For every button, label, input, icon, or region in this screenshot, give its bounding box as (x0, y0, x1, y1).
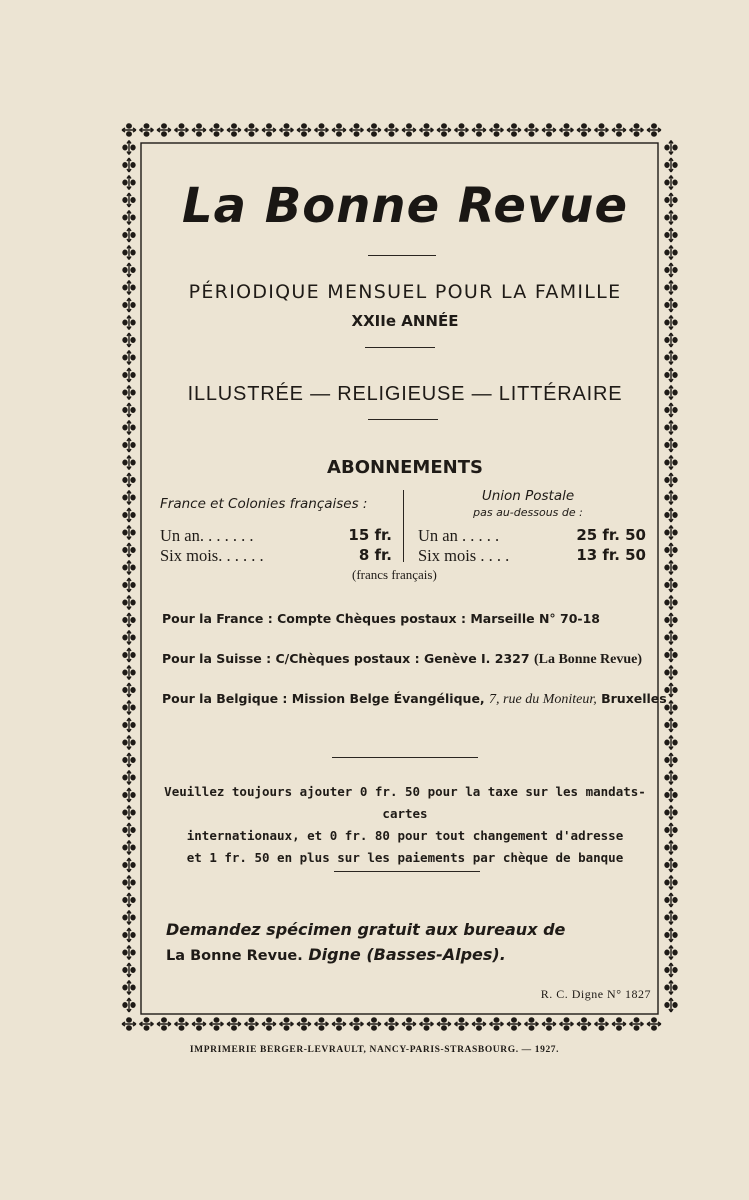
price-value: 8 fr. (358, 546, 392, 564)
border-ornament (612, 124, 626, 136)
border-ornament (665, 281, 677, 295)
border-ornament (123, 718, 135, 732)
price-label: Un an. . . . . . . (160, 526, 254, 545)
border-ornament (123, 736, 135, 750)
border-ornament (385, 124, 399, 136)
border-ornament (157, 124, 171, 136)
border-ornament (227, 1018, 241, 1030)
border-ornament (123, 631, 135, 645)
border-ornament (647, 124, 661, 136)
payment-belgique-text: Pour la Belgique : Mission Belge Évangélique, (162, 691, 485, 706)
border-ornament (560, 1018, 574, 1030)
border-ornament (665, 771, 677, 785)
border-ornament (402, 1018, 416, 1030)
border-ornament (280, 1018, 294, 1030)
border-ornament (332, 1018, 346, 1030)
border-ornament (123, 841, 135, 855)
border-ornament (123, 316, 135, 330)
border-ornament (123, 473, 135, 487)
divider (368, 419, 438, 420)
border-ornament (227, 124, 241, 136)
border-ornament (665, 946, 677, 960)
payment-suisse-name: (La Bonne Revue) (533, 652, 643, 667)
border-ornament (123, 963, 135, 977)
border-ornament (472, 124, 486, 136)
border-ornament (122, 124, 136, 136)
border-ornament (367, 124, 381, 136)
border-ornament (437, 124, 451, 136)
price-label: Un an . . . . . (418, 526, 500, 545)
border-ornament (665, 876, 677, 890)
border-ornament (665, 928, 677, 942)
border-ornament (665, 963, 677, 977)
border-ornament (665, 456, 677, 470)
price-row (418, 546, 646, 566)
price-row (418, 526, 646, 546)
border-ornament (665, 228, 677, 242)
border-ornament (332, 124, 346, 136)
fees-notice (150, 781, 660, 869)
border-ornament (647, 1018, 661, 1030)
border-ornament (175, 124, 189, 136)
border-ornament (665, 753, 677, 767)
border-ornament (280, 124, 294, 136)
border-ornament (665, 246, 677, 260)
border-ornament (123, 176, 135, 190)
border-ornament (665, 176, 677, 190)
border-ornament (123, 508, 135, 522)
border-ornament (665, 631, 677, 645)
border-ornament (367, 1018, 381, 1030)
payment-suisse (162, 651, 662, 668)
border-ornament (123, 491, 135, 505)
border-ornament (192, 1018, 206, 1030)
border-ornament (612, 1018, 626, 1030)
border-ornament (123, 648, 135, 662)
payment-belgique-address: 7, rue du Moniteur, (489, 692, 597, 707)
border-ornament (123, 211, 135, 225)
divider (368, 255, 436, 256)
border-ornament (123, 911, 135, 925)
border-ornament (577, 124, 591, 136)
border-ornament (245, 124, 259, 136)
border-ornament (123, 333, 135, 347)
border-ornament (123, 281, 135, 295)
journal-name: La Bonne Revue. (166, 948, 303, 964)
border-ornament (123, 823, 135, 837)
border-ornament (210, 1018, 224, 1030)
border-ornament (595, 124, 609, 136)
border-ornament (665, 263, 677, 277)
border-ornament (420, 1018, 434, 1030)
fees-line: internationaux, et 0 fr. 80 pour tout changement d'adresse (186, 828, 624, 843)
border-ornament (665, 543, 677, 557)
france-prices (160, 526, 392, 566)
border-ornament (123, 613, 135, 627)
border-ornament (123, 403, 135, 417)
price-label: Six mois. . . . . . (160, 546, 264, 565)
border-ornament (123, 946, 135, 960)
divider (334, 871, 480, 872)
border-ornament (525, 124, 539, 136)
registration-number: R. C. Digne N° 1827 (540, 987, 651, 1001)
border-ornament (665, 491, 677, 505)
border-ornament (577, 1018, 591, 1030)
border-ornament (262, 124, 276, 136)
union-subheading: pas au-dessous de : (473, 506, 583, 519)
border-ornament (123, 228, 135, 242)
border-ornament (665, 683, 677, 697)
border-ornament (420, 124, 434, 136)
price-row (160, 546, 392, 566)
border-ornament (123, 666, 135, 680)
price-label: Six mois . . . . (418, 546, 510, 565)
payment-belgique (162, 691, 667, 708)
border-ornament (665, 893, 677, 907)
border-ornament (665, 508, 677, 522)
border-ornament (123, 561, 135, 575)
border-ornament (665, 211, 677, 225)
border-ornament (123, 438, 135, 452)
border-ornament (665, 648, 677, 662)
border-ornament (123, 998, 135, 1012)
border-ornament (665, 736, 677, 750)
border-ornament (123, 351, 135, 365)
border-ornament (210, 124, 224, 136)
border-ornament (123, 158, 135, 172)
border-ornament (402, 124, 416, 136)
border-ornament (123, 298, 135, 312)
border-ornament (140, 1018, 154, 1030)
border-ornament (455, 1018, 469, 1030)
border-ornament (123, 701, 135, 715)
border-ornament (665, 911, 677, 925)
page-title: La Bonne Revue (182, 178, 628, 234)
border-ornament (123, 526, 135, 540)
border-ornament (350, 124, 364, 136)
divider (365, 347, 435, 348)
border-ornament (665, 841, 677, 855)
border-ornament (455, 124, 469, 136)
office-location: Digne (Basses-Alpes). (308, 945, 506, 964)
payment-suisse-text: Pour la Suisse : C/Chèques postaux : Genève I. 2327 (162, 651, 530, 666)
tagline: ILLUSTRÉE — RELIGIEUSE — LITTÉRAIRE (187, 383, 623, 405)
border-ornament (262, 1018, 276, 1030)
border-ornament (542, 124, 556, 136)
border-ornament (665, 578, 677, 592)
border-ornament (665, 596, 677, 610)
border-ornament (385, 1018, 399, 1030)
border-ornament (122, 1018, 136, 1030)
border-ornament (665, 806, 677, 820)
border-ornament (665, 438, 677, 452)
border-ornament (665, 981, 677, 995)
border-ornament (630, 1018, 644, 1030)
border-ornament (507, 124, 521, 136)
border-ornament (630, 124, 644, 136)
border-ornament (665, 701, 677, 715)
price-value: 13 fr. 50 (576, 546, 646, 564)
border-ornament (123, 141, 135, 155)
border-ornament (245, 1018, 259, 1030)
fees-line: et 1 fr. 50 en plus sur les paiements par chèque de banque (186, 850, 624, 865)
border-ornament (123, 893, 135, 907)
border-ornament (665, 613, 677, 627)
border-ornament (123, 368, 135, 382)
border-ornament (665, 158, 677, 172)
border-ornament (665, 403, 677, 417)
border-ornament (123, 788, 135, 802)
france-heading: France et Colonies françaises : (160, 496, 368, 512)
border-ornament (123, 928, 135, 942)
border-ornament (157, 1018, 171, 1030)
year-label: XXIIe ANNÉE (351, 312, 459, 330)
border-ornament (437, 1018, 451, 1030)
border-ornament (297, 124, 311, 136)
border-ornament (665, 141, 677, 155)
border-ornament (665, 473, 677, 487)
union-prices (418, 526, 646, 566)
border-ornament (175, 1018, 189, 1030)
border-ornament (665, 718, 677, 732)
border-ornament (665, 526, 677, 540)
subscriptions-heading: ABONNEMENTS (327, 457, 483, 478)
specimen-request: Demandez spécimen gratuit aux bureaux de (166, 920, 566, 939)
border-ornament (192, 124, 206, 136)
border-ornament (297, 1018, 311, 1030)
border-ornament (665, 421, 677, 435)
fees-line: Veuillez toujours ajouter 0 fr. 50 pour la taxe sur les mandats-cartes (164, 784, 646, 821)
border-ornament (665, 823, 677, 837)
border-ornament (350, 1018, 364, 1030)
union-heading: Union Postale (481, 488, 575, 504)
border-ornament (665, 298, 677, 312)
border-ornament (123, 193, 135, 207)
specimen-request-address (166, 945, 650, 964)
border-ornament (665, 193, 677, 207)
border-ornament (123, 421, 135, 435)
border-ornament (525, 1018, 539, 1030)
border-ornament (472, 1018, 486, 1030)
border-ornament (490, 124, 504, 136)
border-ornament (123, 596, 135, 610)
border-ornament (123, 753, 135, 767)
price-value: 15 fr. (348, 526, 392, 544)
border-ornament (315, 124, 329, 136)
border-ornament (123, 683, 135, 697)
column-divider (403, 490, 404, 562)
border-ornament (665, 998, 677, 1012)
price-row (160, 526, 392, 546)
border-ornament (123, 858, 135, 872)
border-ornament (123, 771, 135, 785)
divider (332, 757, 478, 758)
border-ornament (542, 1018, 556, 1030)
border-ornament (665, 368, 677, 382)
printer-imprint: IMPRIMERIE BERGER-LEVRAULT, NANCY-PARIS-STRASBOURG. — 1927. (189, 1045, 560, 1055)
payment-france: Pour la France : Compte Chèques postaux : Marseille N° 70-18 (162, 611, 601, 626)
border-ornament (665, 788, 677, 802)
border-ornament (123, 263, 135, 277)
border-ornament (123, 806, 135, 820)
price-value: 25 fr. 50 (576, 526, 646, 544)
border-ornament (665, 386, 677, 400)
border-ornament (123, 246, 135, 260)
border-ornament (123, 386, 135, 400)
border-ornament (123, 543, 135, 557)
border-ornament (123, 456, 135, 470)
border-ornament (665, 666, 677, 680)
border-ornament (507, 1018, 521, 1030)
border-ornament (123, 578, 135, 592)
border-ornament (315, 1018, 329, 1030)
currency-note: (francs français) (352, 567, 437, 582)
border-ornament (665, 351, 677, 365)
border-ornament (665, 316, 677, 330)
border-ornament (123, 876, 135, 890)
border-ornament (665, 333, 677, 347)
border-ornament (140, 124, 154, 136)
border-ornament (665, 858, 677, 872)
border-ornament (595, 1018, 609, 1030)
border-ornament (490, 1018, 504, 1030)
border-ornament (560, 124, 574, 136)
subtitle: PÉRIODIQUE MENSUEL POUR LA FAMILLE (188, 281, 622, 303)
border-ornament (123, 981, 135, 995)
payment-belgique-city: Bruxelles (601, 691, 667, 706)
border-ornament (665, 561, 677, 575)
